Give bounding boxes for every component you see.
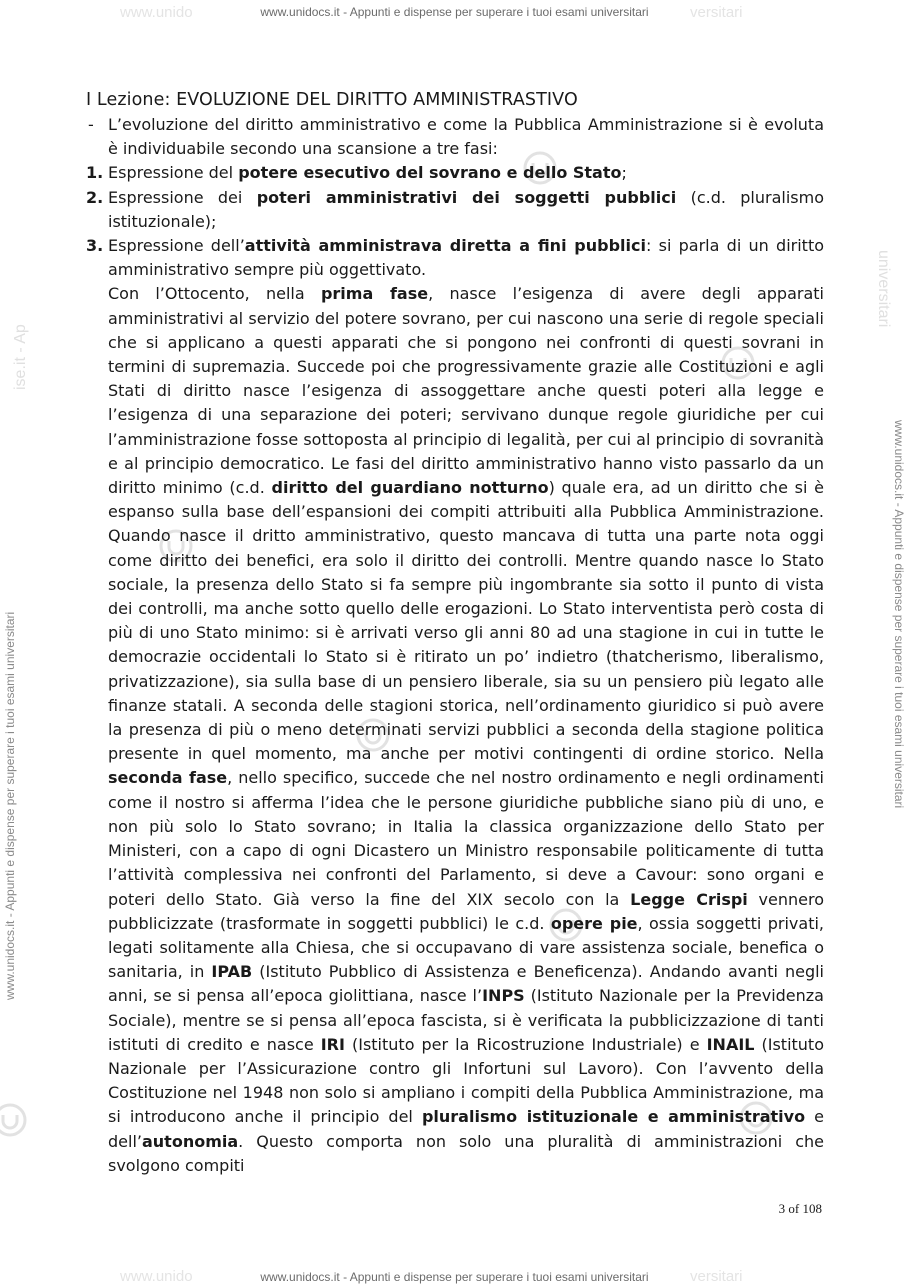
body-text: , nasce l’esigenza di avere degli apparati amministrativi al servizio del potere sovrano, per cui nascono una serie di regole speciali che si applicano a questi apparati che si pongono nei confronti di questi sovrani in termini di supremazia. Succede poi che progressivamente grazie alle Costituzioni e agli Stati di diritto nasce l’esigenza di assoggettare anche questi poteri alla legge e l’esigenza di una separazione dei poteri; servivano dunque regole giuridiche per cui l’amministrazione fosse sottoposta al principio di legalità, per cui al principio di sovranità e al principio democratico. Le fasi del diritto amministrativo hanno visto passarlo da un diritto minimo (c.d. xyxy=(108,284,824,498)
body-bold-text: seconda fase xyxy=(108,768,228,788)
ghost-watermark-top-right: versitari xyxy=(690,4,743,21)
body-bold-text: INPS xyxy=(482,986,525,1006)
body-bold-text: INAIL xyxy=(706,1034,755,1054)
phase-item-2 xyxy=(86,186,824,234)
ghost-watermark-bottom-left: www.unido xyxy=(120,1268,193,1285)
body-bold-text: prima fase xyxy=(320,284,429,304)
body-text: (Istituto Nazionale per la Previdenza Sociale), mentre se si pensa all’epoca fascista, si è verificata la pubblicizzazione di tanti istituti di credito e nasce xyxy=(108,986,824,1054)
body-text: vennero pubblicizzate (trasformate in soggetti pubblici) le c.d. xyxy=(108,889,825,933)
body-bold-text: IRI xyxy=(320,1034,345,1054)
watermark-right: www.unidocs.it - Appunti e dispense per superare i tuoi esami universitari xyxy=(892,420,906,809)
body-text: (Istituto Nazionale per l’Assicurazione contro gli Infortuni sul Lavoro). Con l’avvento della Costituzione nel 1948 non solo si ampliano i compiti della Pubblica Amministrazione, ma si introducono anche il principio del xyxy=(108,1034,824,1127)
phase-item-1 xyxy=(86,161,824,185)
lesson-title: I Lezione: EVOLUZIONE DEL DIRITTO AMMINISTRASTIVO xyxy=(86,90,578,110)
body-text: ) quale era, ad un diritto che si è espanso sulla base dell’espansioni dei compiti attribuiti alla Pubblica Amministrazione. Quando nasce il dritto amministrativo, questo mancava di tutta una parte nota oggi come diritto dei benefici, era solo il diritto dei controlli. Mentre quando nasce lo Stato sociale, la presenza dello Stato si fa sempre più ingombrante sia sotto il punto di vista dei controlli, ma anche sotto quello delle erogazioni. Lo Stato interventista però costa di più di uno Stato minimo: si è arrivati verso gli anni 80 ad una stagione in cui in tutte le democrazie occidentali lo Stato si è ritirato un po’ indietro (thatcherismo, liberalismo, privatizzazione), sia sulla base di un pensiero liberale, sia su un pensiero più legato alle finanze statali. A seconda delle stagioni storica, nell’ordinamento giuridico si può avere la presenza di più o meno determinati servizi pubblici a seconda della stagione politica presente in quel momento, ma anche per motivi contingenti di ordine storico. Nella xyxy=(108,478,825,764)
body-bold-text: IPAB xyxy=(211,962,253,982)
unidocs-logo-icon xyxy=(0,1102,28,1138)
body-bold-text: diritto del guardiano notturno xyxy=(271,478,549,498)
body-text: (Istituto per la Ricostruzione Industriale) e xyxy=(344,1034,707,1054)
dash-marker: - xyxy=(88,115,94,134)
list-number: 3. xyxy=(86,236,104,256)
phases-list xyxy=(86,113,824,282)
body-bold-text: pluralismo istituzionale e amministrativo xyxy=(421,1107,806,1127)
ghost-watermark-left: ise.it - Ap xyxy=(12,324,29,390)
ghost-watermark-right: universitari xyxy=(875,250,892,328)
document-body xyxy=(86,88,824,1178)
phase-text: Espressione del xyxy=(108,163,239,183)
phase-bold-text: potere esecutivo del sovrano e dello Stato xyxy=(238,163,622,183)
list-number: 2. xyxy=(86,187,104,207)
phase-text: (c.d. pluralismo istituzionale); xyxy=(108,187,824,231)
body-text: e dell’ xyxy=(108,1107,824,1151)
phase-item-3 xyxy=(86,234,824,282)
body-text: (Istituto Pubblico di Assistenza e Beneficenza). Andando avanti negli anni, se si pensa all’epoca giolittiana, nasce l’ xyxy=(108,962,824,1006)
watermark-top: www.unidocs.it - Appunti e dispense per superare i tuoi esami universitari xyxy=(260,5,649,19)
ghost-watermark-top-left: www.unido xyxy=(120,4,193,21)
phase-text: ; xyxy=(621,163,627,183)
intro-text: L’evoluzione del diritto amministrativo e come la Pubblica Amministrazione si è evoluta è individuabile secondo una scansione a tre fasi: xyxy=(108,115,824,159)
body-text: . Questo comporta non solo una pluralità di amministrazioni che svolgono compiti xyxy=(108,1131,824,1175)
watermark-bottom: www.unidocs.it - Appunti e dispense per superare i tuoi esami universitari xyxy=(260,1270,649,1284)
phase-text: : si parla di un diritto amministrativo sempre più oggettivato. xyxy=(108,236,825,280)
phase-bold-text: poteri amministrativi dei soggetti pubblici xyxy=(256,187,677,207)
list-number: 1. xyxy=(86,163,104,183)
page-number: 3 of 108 xyxy=(778,1201,822,1216)
body-bold-text: opere pie xyxy=(550,913,638,933)
body-paragraph xyxy=(86,282,824,1178)
body-text: , ossia soggetti privati, legati solitamente alla Chiesa, che si occupavano di vare assistenza sociale, benefica o sanitaria, in xyxy=(108,913,825,982)
ghost-watermark-bottom-right: versitari xyxy=(690,1268,743,1285)
body-text: Con l’Ottocento, nella xyxy=(108,284,321,304)
body-text: , nello specifico, succede che nel nostro ordinamento e negli ordinamenti come il nostro si afferma l’idea che le persone giuridiche pubbliche siano più di uno, e non più solo lo Stato sovrano; in Italia la classica organizzazione dello Stato per Ministeri, con a capo di ogni Dicastero un Ministro responsabile politicamente di tutta l’attività complessiva nei confronti del Parlamento, si deve a Cavour: sono organi e poteri dello Stato. Già verso la fine del XIX secolo con la xyxy=(108,768,824,909)
phase-bold-text: attività amministrava diretta a fini pubblici xyxy=(244,236,646,256)
body-bold-text: autonomia xyxy=(141,1131,239,1151)
phase-text: Espressione dei xyxy=(108,187,257,207)
intro-item xyxy=(86,113,824,161)
body-bold-text: Legge Crispi xyxy=(630,889,748,909)
watermark-left: www.unidocs.it - Appunti e dispense per superare i tuoi esami universitari xyxy=(3,611,17,1000)
phase-text: Espressione dell’ xyxy=(108,236,245,256)
